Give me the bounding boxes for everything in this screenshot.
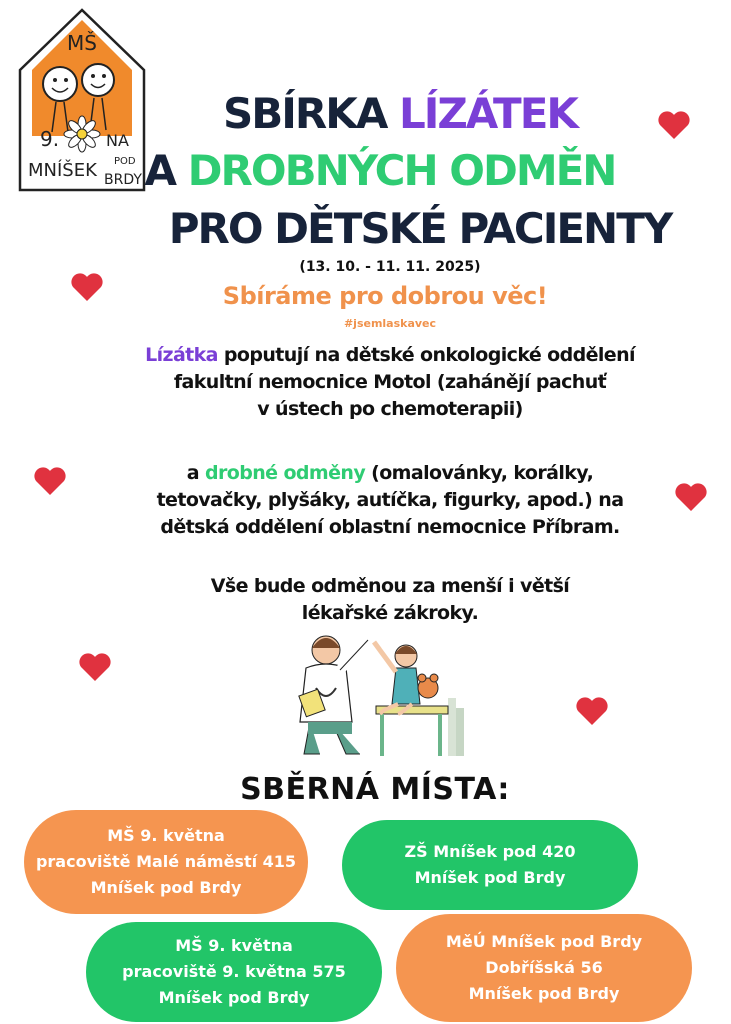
paragraph-text: dětská oddělení oblastní nemocnice Příbram.	[160, 516, 620, 538]
logo-pod-text: POD	[114, 156, 136, 167]
collection-points-heading: SBĚRNÁ MÍSTA:	[240, 772, 510, 807]
location-line: Mníšek pod Brdy	[158, 988, 310, 1007]
title-word-a: A	[144, 146, 188, 195]
doctor-child-illustration	[288, 628, 468, 760]
location-line: Mníšek pod Brdy	[414, 868, 566, 887]
collection-dates: (13. 10. - 11. 11. 2025)	[299, 259, 481, 275]
highlight-lollipops: Lízátka	[145, 344, 218, 366]
heart-icon	[78, 652, 112, 682]
location-line: MěÚ Mníšek pod Brdy	[445, 932, 643, 951]
heart-icon	[674, 482, 708, 512]
location-line: pracoviště Malé náměstí 415	[35, 852, 297, 871]
paragraph-text: tetovačky, plyšáky, autíčka, figurky, apod.) na	[156, 489, 624, 511]
paragraph-text: poputují na dětské onkologické oddělení	[217, 344, 635, 366]
title-line-2	[100, 145, 660, 197]
paragraph-text: a	[186, 462, 206, 484]
paragraph-text: (omalovánky, korálky,	[365, 462, 594, 484]
location-meu-mnisek	[396, 914, 692, 1022]
location-line: Dobříšská 56	[485, 958, 603, 977]
heart-icon	[70, 272, 104, 302]
logo-number-text: 9.	[40, 127, 60, 151]
paragraph-text: lékařské zákroky.	[301, 602, 479, 624]
logo-town-text: MNÍŠEK	[28, 160, 97, 181]
title-word-sbirka: SBÍRKA	[223, 89, 399, 138]
location-line: Mníšek pod Brdy	[90, 878, 242, 897]
paragraph-rewards	[80, 460, 700, 541]
location-ms-9-kvetna	[86, 922, 382, 1022]
paragraph-text: fakultní nemocnice Motol (zahánějí pachuť	[173, 371, 607, 393]
paragraph-text: Vše bude odměnou za menší i větší	[210, 575, 570, 597]
logo-na-text: NA	[106, 131, 129, 150]
heart-icon	[33, 466, 67, 496]
location-line: pracoviště 9. května 575	[122, 962, 346, 981]
title-word-drobnych-odmen: DROBNÝCH ODMĚN	[187, 146, 616, 195]
paragraph-procedures	[80, 573, 700, 627]
location-line: Mníšek pod Brdy	[468, 984, 620, 1003]
heart-icon	[657, 110, 691, 140]
heart-icon	[575, 696, 609, 726]
location-line: MŠ 9. května	[175, 936, 293, 955]
location-line: ZŠ Mníšek pod 420	[404, 842, 576, 861]
paragraph-text: v ústech po chemoterapii)	[257, 398, 523, 420]
doctor-high-five-child-illustration	[288, 628, 468, 760]
title-line-3: PRO DĚTSKÉ PACIENTY	[168, 204, 672, 253]
title-line-1	[120, 88, 680, 140]
paragraph-lollipops	[80, 342, 700, 423]
logo-brdy-text: BRDY	[104, 172, 142, 188]
slogan: Sbíráme pro dobrou věc!	[222, 282, 548, 310]
title-word-lizatek: LÍZÁTEK	[398, 89, 577, 138]
location-line: MŠ 9. května	[107, 826, 225, 845]
location-zs-mnisek	[342, 820, 638, 910]
hashtag: #jsemlaskavec	[343, 317, 437, 330]
logo-ms-text: MŠ	[67, 31, 97, 55]
location-ms-male-namesti	[24, 810, 308, 914]
highlight-rewards: drobné odměny	[205, 462, 366, 484]
